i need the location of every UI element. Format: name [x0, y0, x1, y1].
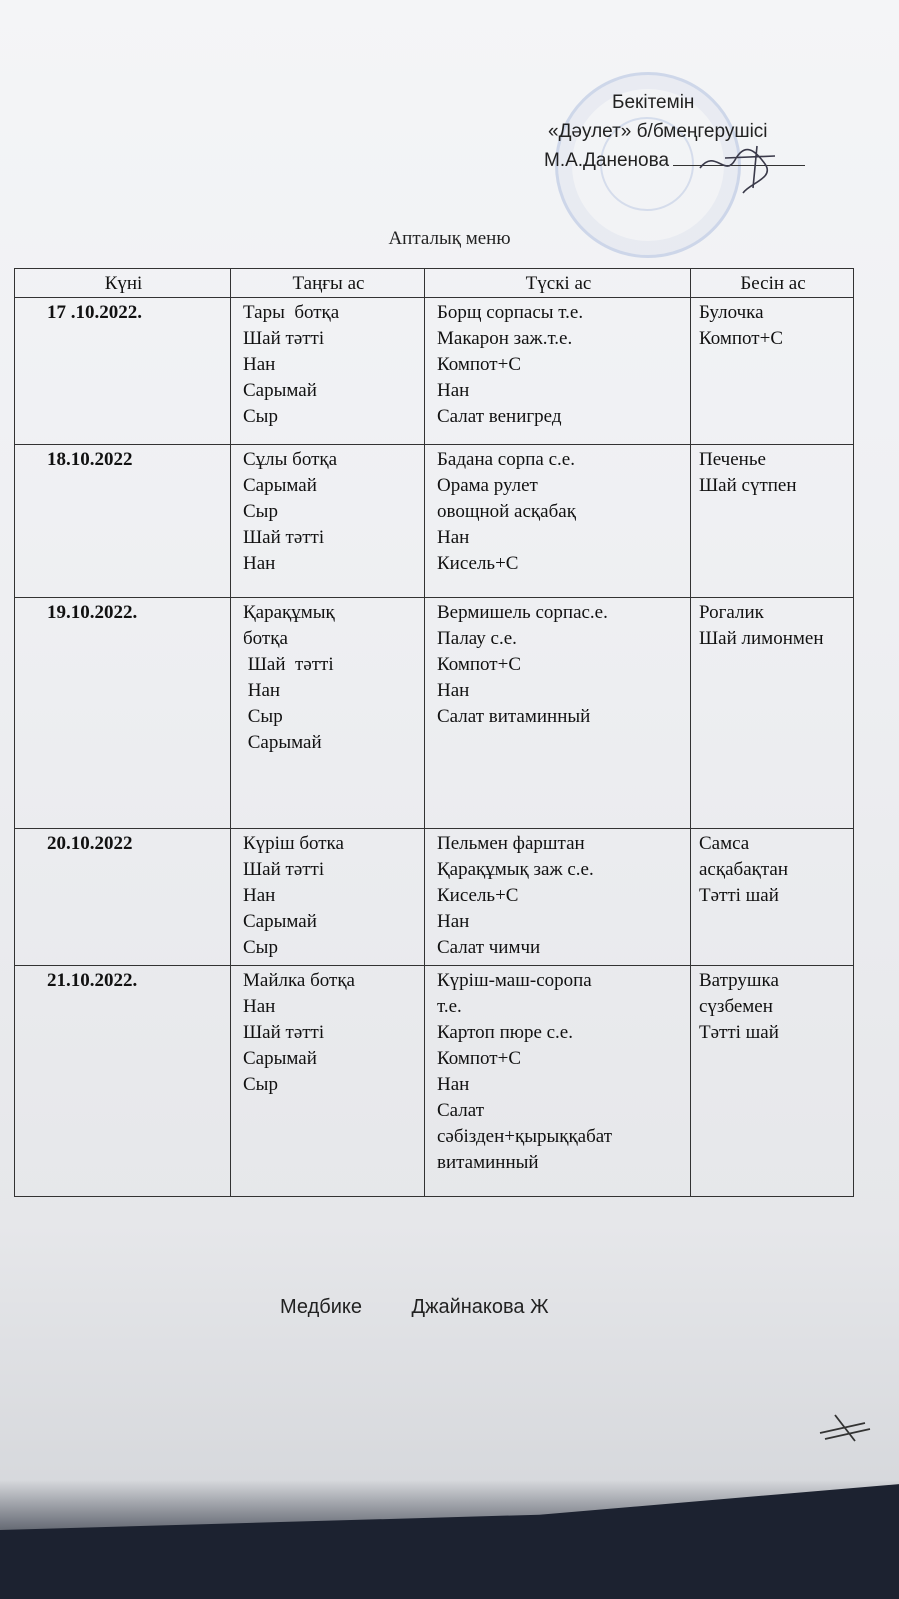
- menu-item: Ватрушка: [699, 970, 779, 991]
- breakfast-cell: [231, 298, 425, 445]
- menu-item: Нан: [437, 380, 470, 401]
- table-row: [15, 298, 854, 445]
- snack-cell: [691, 598, 854, 829]
- table-header-row: [15, 269, 854, 298]
- menu-item: Сыр: [243, 501, 278, 522]
- menu-item: овощной асқабақ: [437, 501, 576, 522]
- snack-cell: [691, 966, 854, 1197]
- menu-item: ботқа: [243, 628, 288, 649]
- menu-item: Майлка ботқа: [243, 970, 355, 991]
- menu-item: асқабақтан: [699, 859, 788, 880]
- header-breakfast: Таңғы ас: [231, 269, 425, 298]
- snack-cell: [691, 298, 854, 445]
- signature-mark: [695, 138, 785, 198]
- approval-line-3: [540, 146, 840, 175]
- menu-item: Кисель+С: [437, 885, 519, 906]
- menu-item: Печенье: [699, 449, 766, 470]
- table-row: [15, 966, 854, 1197]
- menu-item: Салат венигред: [437, 406, 562, 427]
- menu-item: Қарақұмық заж с.е.: [437, 859, 594, 880]
- menu-item: Нан: [243, 354, 276, 375]
- menu-item: Самса: [699, 833, 750, 854]
- weekly-menu-table: [14, 268, 854, 1197]
- menu-item: Сарымай: [243, 475, 317, 496]
- menu-item: Тәтті шай: [699, 885, 779, 906]
- menu-item: Сыр: [243, 1074, 278, 1095]
- menu-item: Компот+С: [437, 1048, 521, 1069]
- menu-item: Сарымай: [243, 380, 317, 401]
- menu-item: Сұлы ботқа: [243, 449, 338, 470]
- corner-scribble: [815, 1405, 875, 1445]
- menu-item: Картоп пюре с.е.: [437, 1022, 573, 1043]
- menu-item: Тәтті шай: [699, 1022, 779, 1043]
- page-title: Апталық меню: [388, 228, 511, 249]
- lunch-cell: [425, 598, 691, 829]
- menu-item: Булочка: [699, 302, 764, 323]
- menu-item: Тары ботқа: [243, 302, 340, 323]
- menu-item: Сарымай: [243, 1048, 317, 1069]
- menu-item: Күріш-маш-соропа: [437, 970, 592, 991]
- menu-item: Нан: [243, 553, 276, 574]
- snack-cell: [691, 445, 854, 598]
- menu-item: Шай тәтті: [243, 859, 325, 880]
- day-cell: 21.10.2022.: [15, 966, 231, 1197]
- table-row: [15, 445, 854, 598]
- footer-signoff: [280, 1296, 593, 1319]
- lunch-cell: [425, 445, 691, 598]
- menu-item: Салат чимчи: [437, 937, 541, 958]
- menu-item: Кисель+С: [437, 553, 519, 574]
- menu-item: сүзбемен: [699, 996, 773, 1017]
- menu-item: Салат витаминный: [437, 706, 591, 727]
- menu-item: Нан: [243, 996, 276, 1017]
- day-cell: 18.10.2022: [15, 445, 231, 598]
- menu-item: Шай тәтті: [243, 654, 334, 675]
- menu-item: Нан: [437, 1074, 470, 1095]
- menu-item: Компот+С: [437, 654, 521, 675]
- snack-cell: [691, 829, 854, 966]
- menu-item: Нан: [437, 680, 470, 701]
- breakfast-cell: [231, 598, 425, 829]
- menu-item: Компот+С: [437, 354, 521, 375]
- breakfast-cell: [231, 829, 425, 966]
- lunch-cell: [425, 298, 691, 445]
- menu-item: сәбізден+қырыққабат: [437, 1126, 613, 1147]
- menu-item: Нан: [437, 527, 470, 548]
- menu-item: Шай тәтті: [243, 1022, 325, 1043]
- menu-item: Орама рулет: [437, 475, 538, 496]
- menu-item: Нан: [437, 911, 470, 932]
- menu-item: Компот+С: [699, 328, 783, 349]
- menu-item: Пельмен фарштан: [437, 833, 585, 854]
- lunch-cell: [425, 829, 691, 966]
- table-row: [15, 598, 854, 829]
- table-row: [15, 829, 854, 966]
- lunch-cell: [425, 966, 691, 1197]
- menu-item: Қарақұмық: [243, 602, 335, 623]
- breakfast-cell: [231, 445, 425, 598]
- menu-item: Палау с.е.: [437, 628, 517, 649]
- menu-item: Бадана сорпа с.е.: [437, 449, 575, 470]
- menu-item: Борщ сорпасы т.е.: [437, 302, 584, 323]
- day-cell: 19.10.2022.: [15, 598, 231, 829]
- menu-item: Шай сүтпен: [699, 475, 797, 496]
- menu-item: Вермишель сорпас.е.: [437, 602, 608, 623]
- approval-line-1: Бекітемін: [612, 92, 695, 113]
- menu-item: Сыр: [243, 406, 278, 427]
- menu-item: Сыр: [243, 937, 278, 958]
- menu-item: Нан: [243, 680, 281, 701]
- footer-role: Медбике: [280, 1296, 362, 1318]
- menu-item: Рогалик: [699, 602, 764, 623]
- menu-item: витаминный: [437, 1152, 539, 1173]
- header-lunch: Түскі ас: [425, 269, 691, 298]
- background-surface: [0, 1480, 899, 1599]
- approval-block: [540, 88, 840, 175]
- menu-item: Сарымай: [243, 911, 317, 932]
- menu-item: Салат: [437, 1100, 484, 1121]
- footer-name: Джайнакова Ж: [411, 1296, 549, 1318]
- header-day: Күні: [15, 269, 231, 298]
- menu-item: Сарымай: [243, 732, 322, 753]
- menu-item: Сыр: [243, 706, 283, 727]
- approval-line-2: «Дәулет» б/бмеңгерушісі: [548, 121, 768, 142]
- day-cell: 20.10.2022: [15, 829, 231, 966]
- day-cell: 17 .10.2022.: [15, 298, 231, 445]
- menu-item: Шай тәтті: [243, 527, 325, 548]
- menu-item: Шай тәтті: [243, 328, 325, 349]
- menu-item: Шай лимонмен: [699, 628, 824, 649]
- approver-name: М.А.Даненова: [544, 150, 670, 171]
- menu-item: Күріш ботка: [243, 833, 344, 854]
- header-snack: Бесін ас: [691, 269, 854, 298]
- menu-item: т.е.: [437, 996, 462, 1017]
- menu-item: Макарон заж.т.е.: [437, 328, 573, 349]
- menu-item: Нан: [243, 885, 276, 906]
- breakfast-cell: [231, 966, 425, 1197]
